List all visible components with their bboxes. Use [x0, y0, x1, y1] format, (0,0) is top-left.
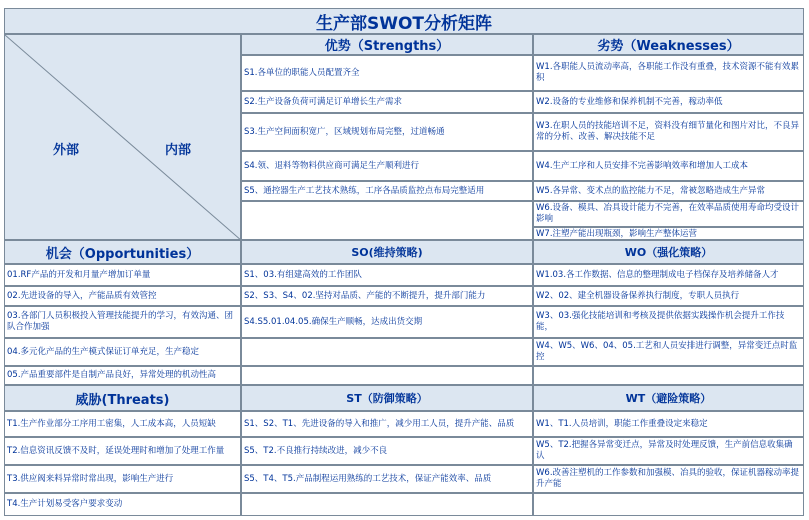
- st-empty: [241, 493, 533, 516]
- weakness-item: W3.在职人员的技能培训不足，资料没有细节量化和图片对比，不良异常的分析、改善、解决技能不足: [533, 113, 804, 151]
- weakness-item: W4.生产工序和人员安排不完善影响效率和增加人工成本: [533, 151, 804, 181]
- internal-label: 内部: [165, 143, 192, 158]
- weakness-item: W6.设备、模具、冶具设计能力不完善，在效率品质使用寿命均受设计影响: [533, 201, 804, 227]
- wo-empty: [533, 366, 804, 385]
- weakness-item: W2.设备的专业维修和保养机制不完善，稼动率低: [533, 91, 804, 113]
- wt-item: W5、T2.把握各异常变迁点，异常及时处理反馈，生产前信息收集确认: [533, 437, 804, 465]
- weakness-item: W5.各异常、变术点的监控能力不足，常被忽略造成生产异常: [533, 181, 804, 201]
- strength-item: S3.生产空间面积宽广，区域规划布局完整，过道畅通: [241, 113, 533, 151]
- opportunity-item: 04.多元化产品的生产模式保证订单充足，生产稳定: [4, 338, 241, 366]
- wo-item: W2、02、建全机器设备保养执行制度，专职人员执行: [533, 286, 804, 306]
- weakness-item: W1.各职能人员流动率高，各职能工作没有重叠，技术资源不能有效累积: [533, 55, 804, 91]
- wo-item: W1.03.各工作数据、信息的整理制成电子档保存及培养储备人才: [533, 264, 804, 286]
- wo-item: W3、03.强化技能培训和考核及提供依据实践操作机会提升工作技能，: [533, 306, 804, 338]
- threat-item: T4.生产计划易受客户要求变动: [4, 493, 241, 516]
- st-item: S5、T2.不良推行持续改进，减少不良: [241, 437, 533, 465]
- weakness-item: W7.注塑产能出现瓶颈，影响生产整体运营: [533, 227, 804, 240]
- so-empty: [241, 338, 533, 366]
- st-header: ST（防御策略）: [241, 385, 533, 411]
- opportunity-item: 01.RF产品的开发和月量产增加订单量: [4, 264, 241, 286]
- swot-matrix: [4, 8, 804, 516]
- strengths-header: 优势（Strengths）: [241, 34, 533, 55]
- threat-item: T2.信息资讯反馈不及时，延误处理时和增加了处理工作量: [4, 437, 241, 465]
- so-item: S1、03.有组建高效的工作团队: [241, 264, 533, 286]
- wt-header: WT（避险策略）: [533, 385, 804, 411]
- st-item: S5、T4、T5.产品制程运用熟练的工艺技术，保证产能效率、品质: [241, 465, 533, 493]
- opportunity-item: 03.各部门人员积极投入管理技能提升的学习，有效沟通、团队合作加强: [4, 306, 241, 338]
- opportunities-header: 机会（Opportunities）: [4, 240, 241, 264]
- opportunity-item: 05.产品重要部件是自制产品良好，异常处理的机动性高: [4, 366, 241, 385]
- corner-cell: [4, 34, 241, 240]
- wo-item: W4、W5、W6、04、05.工艺和人员安排进行调整，异常变迁点时监控: [533, 338, 804, 366]
- so-item: S4.S5.01.04.05.确保生产顺畅，达成出货交期: [241, 306, 533, 338]
- wt-empty: [533, 493, 804, 516]
- threat-item: T1.生产作业部分工序用工密集，人工成本高，人员短缺: [4, 411, 241, 437]
- so-header: SO(维持策略): [241, 240, 533, 264]
- strength-item: S1.各单位的职能人员配置齐全: [241, 55, 533, 91]
- opportunity-item: 02.先进设备的导入，产能品质有效管控: [4, 286, 241, 306]
- wo-header: WO（强化策略）: [533, 240, 804, 264]
- st-item: S1、S2、T1、先进设备的导入和推广，减少用工人员，提升产能、品质: [241, 411, 533, 437]
- wt-item: W6.改善注塑机的工作参数和加强模、冶具的验收，保证机器稼动率提升产能: [533, 465, 804, 493]
- strength-empty: [241, 201, 533, 240]
- strength-item: S2.生产设备负荷可满足订单增长生产需求: [241, 91, 533, 113]
- wt-item: W1、T1.人员培训，职能工作重叠设定来稳定: [533, 411, 804, 437]
- diagonal-line: [5, 35, 241, 240]
- so-item: S2、S3、S4、02.坚持对品质、产能的不断提升，提升部门能力: [241, 286, 533, 306]
- threat-item: T3.供应阀来料异常时常出现，影响生产进行: [4, 465, 241, 493]
- page-title: 生产部SWOT分析矩阵: [4, 8, 804, 34]
- strength-item: S5、通控器生产工艺技术熟练，工序各品质监控点布局完整适用: [241, 181, 533, 201]
- weaknesses-header: 劣势（Weaknesses）: [533, 34, 804, 55]
- external-label: 外部: [53, 143, 80, 158]
- so-empty: [241, 366, 533, 385]
- strength-item: S4.领、退料等物料供应商可满足生产顺利进行: [241, 151, 533, 181]
- threats-header: 威胁(Threats): [4, 385, 241, 411]
